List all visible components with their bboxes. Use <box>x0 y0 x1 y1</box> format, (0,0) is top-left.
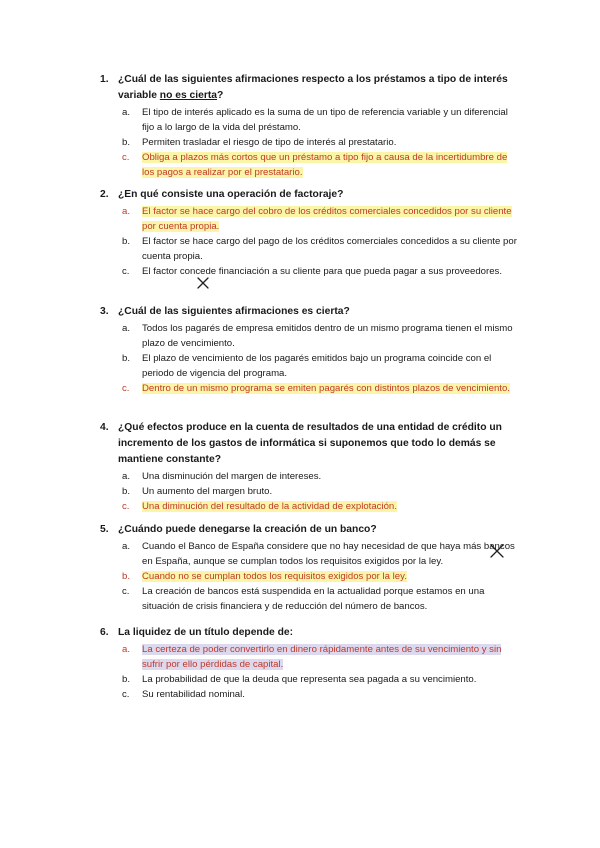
option-6c: c. Su rentabilidad nominal. <box>122 689 245 700</box>
question-5-header <box>100 522 520 538</box>
question-6 <box>100 625 520 702</box>
question-2-number: 2. <box>100 189 109 200</box>
answer-highlight: La certeza de poder convertirlo en dinero rápidamente antes de su vencimiento y sin sufrir por ello pérdidas de capital. <box>142 644 502 670</box>
question-4-text: ¿Qué efectos produce en la cuenta de resultados de una entidad de crédito un incremento de los gastos de informática si suponemos que todo lo demás se mantiene constante? <box>118 422 502 465</box>
question-3-header <box>100 304 520 320</box>
option-4c-answer: c. Una diminución del resultado de la actividad de explotación. <box>122 501 397 512</box>
question-4 <box>100 420 520 514</box>
option-1c-answer: c. Obliga a plazos más cortos que un préstamo a tipo fijo a causa de la incertidumbre de los pagos a realizar por el prestatario. <box>122 152 508 178</box>
answer-highlight: El factor se hace cargo del cobro de los créditos comerciales concedidos por su cliente por cuenta propia. <box>142 206 512 232</box>
question-6-number: 6. <box>100 627 109 638</box>
question-1-number: 1. <box>100 74 109 85</box>
option-2b: b. El factor se hace cargo del pago de los créditos comerciales concedidos a su cliente por cuenta propia. <box>122 236 517 262</box>
question-4-header <box>100 420 520 468</box>
option-6b: b. La probabilidad de que la deuda que representa sea pagada a su vencimiento. <box>122 674 477 685</box>
question-3-number: 3. <box>100 306 109 317</box>
answer-highlight: Cuando no se cumplan todos los requisitos exigidos por la ley. <box>142 571 407 582</box>
question-1-header <box>100 72 520 104</box>
x-mark-icon <box>489 543 505 559</box>
option-4a: a. Una disminución del margen de intereses. <box>122 471 322 482</box>
question-4-number: 4. <box>100 422 109 433</box>
answer-highlight: Dentro de un mismo programa se emiten pagarés con distintos plazos de vencimiento. <box>142 383 510 394</box>
option-5c: c. La creación de bancos está suspendida en la actualidad porque estamos en una situación de crisis financiera y de reducción del número de bancos. <box>122 586 485 612</box>
option-5a: a. Cuando el Banco de España considere que no hay necesidad de que haya más bancos en España, aunque se cumplan todos los requisitos exigidos por la ley. <box>122 541 515 567</box>
option-5b-answer: b. Cuando no se cumplan todos los requisitos exigidos por la ley. <box>122 571 407 582</box>
option-3c-answer: c. Dentro de un mismo programa se emiten pagarés con distintos plazos de vencimiento. <box>122 383 510 394</box>
question-5 <box>100 522 520 614</box>
option-4b: b. Un aumento del margen bruto. <box>122 486 273 497</box>
option-6a-answer: a. La certeza de poder convertirlo en dinero rápidamente antes de su vencimiento y sin sufrir por ello pérdidas de capital. <box>122 644 502 670</box>
question-2 <box>100 187 520 279</box>
question-5-text: ¿Cuándo puede denegarse la creación de un banco? <box>118 524 377 535</box>
option-2a-answer: a. El factor se hace cargo del cobro de los créditos comerciales concedidos por su cliente por cuenta propia. <box>122 206 512 232</box>
x-mark-icon <box>196 276 210 290</box>
option-1b: b. Permiten trasladar el riesgo de tipo de interés al prestatario. <box>122 137 397 148</box>
question-6-header <box>100 625 520 641</box>
answer-highlight: Obliga a plazos más cortos que un préstamo a tipo fijo a causa de la incertidumbre de los pagos a realizar por el prestatario. <box>142 152 508 178</box>
question-1-text: ¿Cuál de las siguientes afirmaciones respecto a los préstamos a tipo de interés variable no es cierta? <box>118 74 508 101</box>
question-2-text: ¿En qué consiste una operación de factoraje? <box>118 189 344 200</box>
underlined-phrase: no es cierta <box>159 90 218 101</box>
question-3 <box>100 304 520 396</box>
question-3-text: ¿Cuál de las siguientes afirmaciones es cierta? <box>118 306 350 317</box>
question-1 <box>100 72 520 180</box>
option-2c: c. El factor concede financiación a su cliente para que pueda pagar a sus proveedores. <box>122 266 502 277</box>
option-3a: a. Todos los pagarés de empresa emitidos dentro de un mismo programa tienen el mismo plazo de vencimiento. <box>122 323 513 349</box>
question-2-header <box>100 187 520 203</box>
option-3b: b. El plazo de vencimiento de los pagarés emitidos bajo un programa coincide con el periodo de vigencia del programa. <box>122 353 492 379</box>
question-5-number: 5. <box>100 524 109 535</box>
answer-highlight: Una diminución del resultado de la actividad de explotación. <box>142 501 397 512</box>
question-6-text: La liquidez de un título depende de: <box>118 627 294 638</box>
option-1a: a. El tipo de interés aplicado es la suma de un tipo de referencia variable y un diferencial fijo a lo largo de la vida del préstamo. <box>122 107 508 133</box>
